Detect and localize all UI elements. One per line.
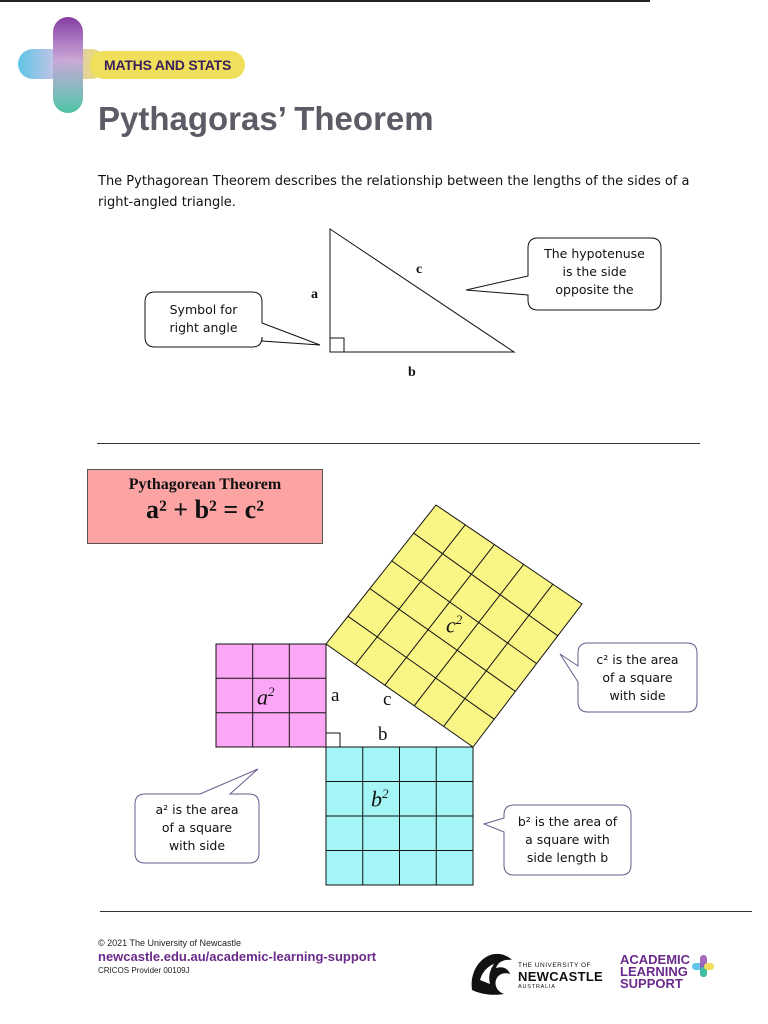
maths-and-stats-badge: MATHS AND STATS [90,51,245,79]
uni-country: AUSTRALIA [518,984,556,990]
uni-small-text: THE UNIVERSITY OF [518,962,592,969]
triangle-label-a: a [311,287,318,302]
theorem-formula: a² + b² = c² [145,495,264,524]
intro-paragraph: The Pythagorean Theorem describes the relationship between the lengths of the sides of a right-angled triangle. [98,174,690,210]
area-label-c: $c^2$ [446,612,463,638]
side-label-c: c [383,689,392,710]
square-b [326,747,473,885]
newcastle-crest-icon [468,950,516,996]
footer-url-link[interactable]: newcastle.edu.au/academic-learning-support [98,949,377,964]
footer-cricos: CRICOS Provider 00109J [98,966,190,975]
side-label-a: a [331,685,340,706]
als-cross-icon [692,955,714,977]
theorem-heading: Pythagorean Theorem [128,476,282,493]
callout-right-angle-text: Symbol for right angle [169,302,238,335]
callout-b-text: b² is the area of a square with side length b [517,814,618,865]
triangle-label-c: c [416,262,423,277]
callout-a-text: a² is the area of a square with side [155,802,239,853]
page-title: Pythagoras’ Theorem [98,100,434,137]
als-logo-text: ACADEMIC LEARNING SUPPORT [620,952,691,991]
callout-c-text: c² is the area of a square with side [596,652,679,703]
callout-hypotenuse-text: The hypotenuse is the side opposite the [544,246,645,297]
side-label-b: b [378,724,388,745]
footer-copyright: © 2021 The University of Newcastle [98,938,242,948]
area-label-b: $b^2$ [371,786,389,812]
area-label-a: $a^2$ [257,684,275,710]
triangle-label-b: b [408,365,416,380]
footer-divider [100,911,752,912]
uni-name: NEWCASTLE [518,969,604,984]
right-angle-marker-2-icon [326,733,340,747]
